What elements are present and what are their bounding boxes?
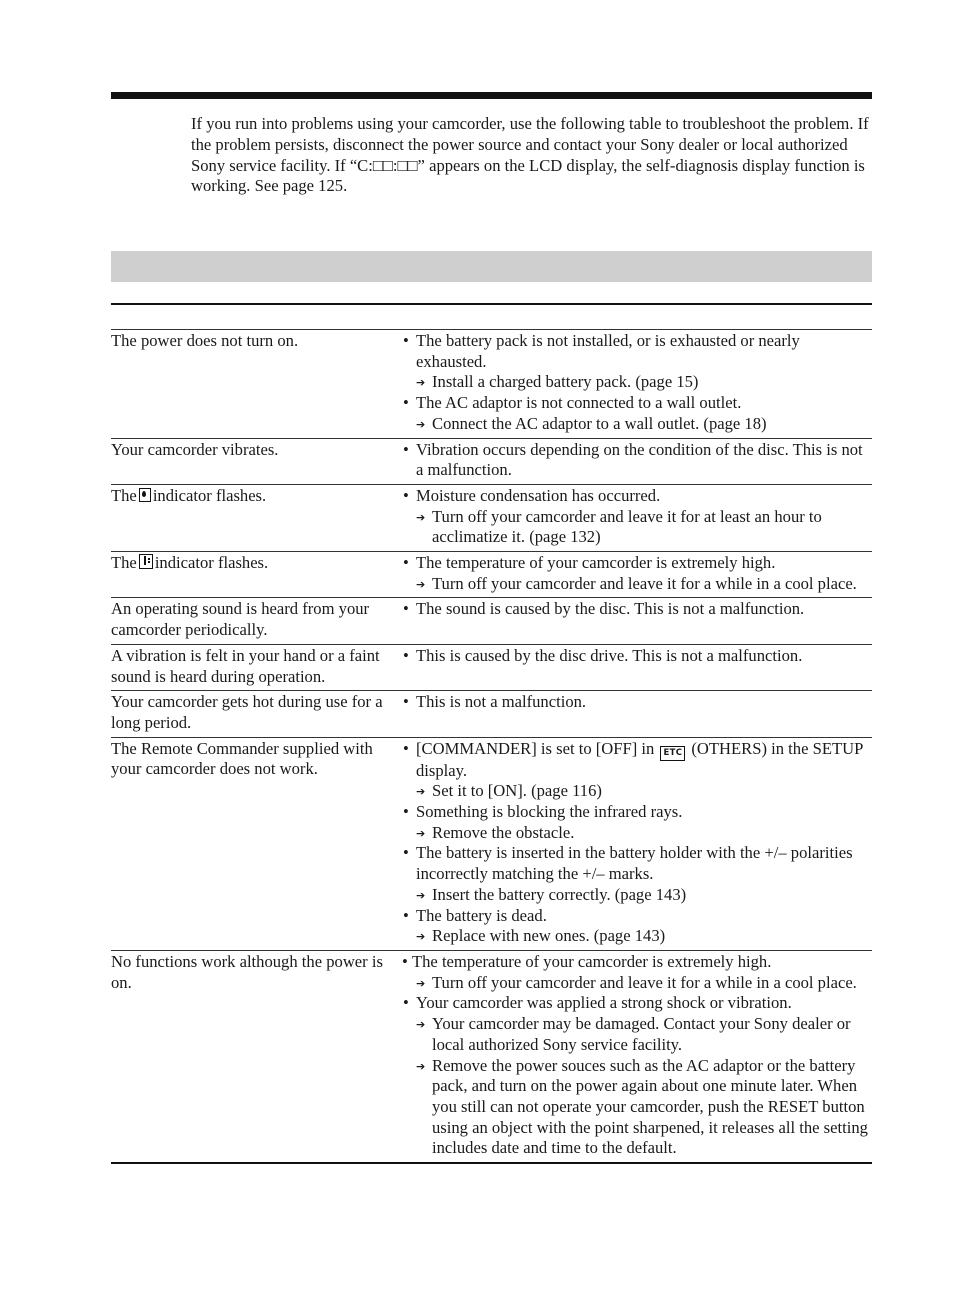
symptom-text: The <box>111 553 137 573</box>
remedy-cell <box>402 552 872 597</box>
table-row <box>111 691 872 737</box>
table-row <box>111 598 872 644</box>
remedy-item: ➔ Connect the AC adaptor to a wall outlet. (page 18) <box>402 414 872 435</box>
troubleshooting-table <box>111 329 872 1164</box>
table-row <box>111 738 872 951</box>
high-temperature-icon <box>139 554 153 569</box>
remedy-item: ➔ Set it to [ON]. (page 116) <box>402 781 872 802</box>
cause-item: • Moisture condensation has occurred. <box>402 486 872 507</box>
table-row <box>111 951 872 1162</box>
symptom-cell: Your camcorder vibrates. <box>111 439 279 459</box>
table-row <box>111 330 872 439</box>
cause-item: • The temperature of your camcorder is extremely high. <box>402 553 872 574</box>
intro-paragraph: If you run into problems using your camcorder, use the following table to troubleshoot the problem. If the problem persists, disconnect the power source and contact your Sony dealer or local authorized Sony service facility. If “C:□□:□□” appears on the LCD display, the self-diagnosis display function is working. See page 125. <box>191 114 869 196</box>
etc-others-icon: ETC <box>660 746 685 761</box>
cause-item: • The battery pack is not installed, or is exhausted or nearly exhausted. <box>402 331 872 372</box>
cause-item: • Something is blocking the infrared rays. <box>402 802 872 823</box>
remedy-cell <box>402 951 872 1162</box>
symptom-cell: The Remote Commander supplied with your camcorder does not work. <box>111 738 373 779</box>
symptom-text: The <box>111 485 137 505</box>
symptom-text: indicator flashes. <box>154 553 269 573</box>
cause-text: (OTHERS) in the SETUP display. <box>416 738 863 780</box>
symptom-cell: No functions work although the power is on. <box>111 951 383 992</box>
table-row <box>111 552 872 598</box>
cause-item: • The AC adaptor is not connected to a wall outlet. <box>402 393 872 414</box>
symptom-cell: An operating sound is heard from your camcorder periodically. <box>111 599 370 640</box>
remedy-item: ➔ Remove the power souces such as the AC adaptor or the battery pack, and turn on the power again about one minute later. When you still can not operate your camcorder, push the RESET button using an object with the point sharpened, it releases all the setting includes date and time to the default. <box>402 1056 872 1160</box>
remedy-item: ➔ Insert the battery correctly. (page 143) <box>402 885 872 906</box>
table-row <box>111 439 872 485</box>
cause-item: • The battery is inserted in the battery holder with the +/– polarities incorrectly matching the +/– marks. <box>402 843 872 884</box>
symptom-cell: The power does not turn on. <box>111 331 299 350</box>
remedy-item: ➔ Your camcorder may be damaged. Contact your Sony dealer or local authorized Sony service facility. <box>402 1014 872 1055</box>
cause-item <box>402 739 872 782</box>
cause-item: • Vibration occurs depending on the condition of the disc. This is not a malfunction. <box>402 440 872 481</box>
remedy-cell <box>402 485 872 551</box>
cause-item: • The temperature of your camcorder is extremely high. <box>402 952 872 973</box>
remedy-item: ➔ Remove the obstacle. <box>402 823 872 844</box>
remedy-cell <box>402 691 872 736</box>
moisture-condensation-icon <box>139 488 151 502</box>
cause-item: • This is caused by the disc drive. This is not a malfunction. <box>402 646 872 667</box>
remedy-cell <box>402 330 872 438</box>
section-heading-bar <box>111 251 872 282</box>
remedy-cell <box>402 738 872 950</box>
symptom-cell: Your camcorder gets hot during use for a long period. <box>111 692 383 732</box>
cause-item: • The battery is dead. <box>402 906 872 927</box>
remedy-item: ➔ Install a charged battery pack. (page 15) <box>402 372 872 393</box>
header-rule <box>111 92 872 99</box>
remedy-item: ➔ Turn off your camcorder and leave it for a while in a cool place. <box>402 574 872 595</box>
table-row <box>111 485 872 552</box>
table-header-rule <box>111 303 872 305</box>
symptom-text: indicator flashes. <box>152 485 267 505</box>
remedy-item: ➔ Turn off your camcorder and leave it for a while in a cool place. <box>402 973 872 994</box>
cause-text: [COMMANDER] is set to [OFF] in <box>416 738 655 758</box>
remedy-item: ➔ Turn off your camcorder and leave it for at least an hour to acclimatize it. (page 132) <box>402 507 872 548</box>
remedy-cell <box>402 645 872 690</box>
remedy-cell <box>402 598 872 643</box>
cause-item: • The sound is caused by the disc. This is not a malfunction. <box>402 599 872 620</box>
cause-item: • This is not a malfunction. <box>402 692 872 713</box>
remedy-item: ➔ Replace with new ones. (page 143) <box>402 926 872 947</box>
cause-item: • Your camcorder was applied a strong shock or vibration. <box>402 993 872 1014</box>
symptom-cell: A vibration is felt in your hand or a faint sound is heard during operation. <box>111 645 380 686</box>
symptom-cell <box>111 552 402 597</box>
table-row <box>111 645 872 691</box>
symptom-cell <box>111 485 402 551</box>
remedy-cell <box>402 439 872 484</box>
